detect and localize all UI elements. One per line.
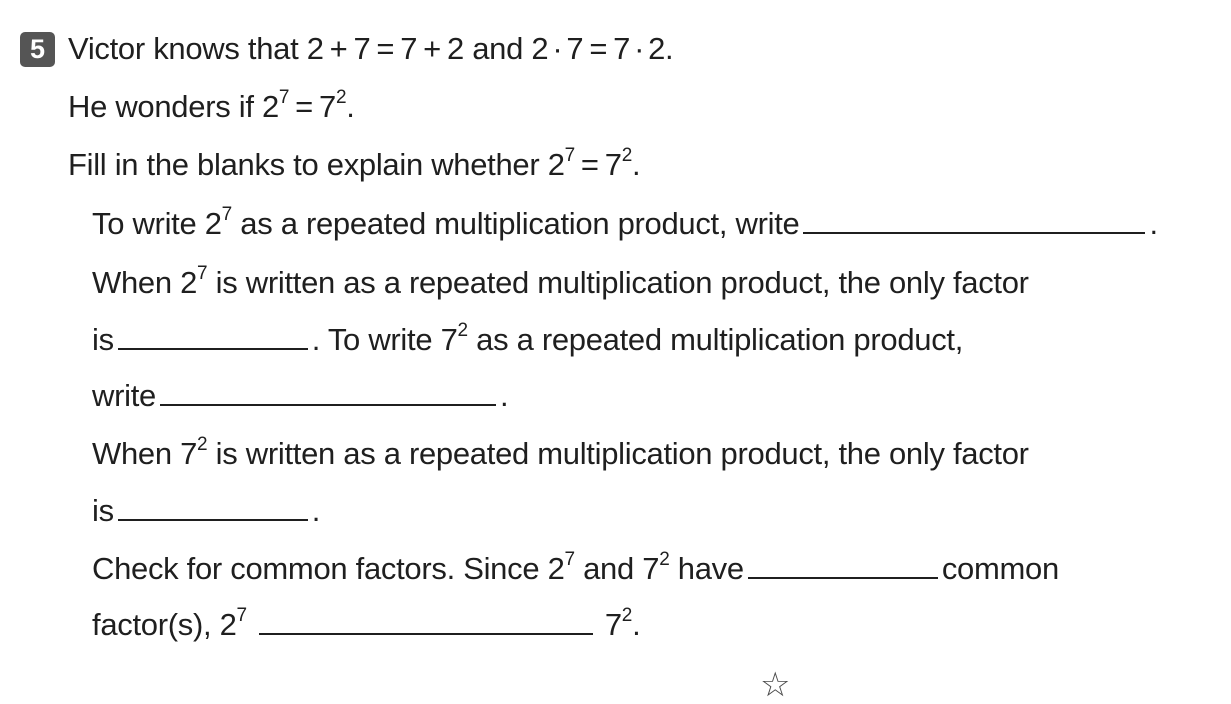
problem-number-badge: 5 — [20, 32, 55, 67]
text-segment: as a repeated multiplication product, — [467, 322, 964, 357]
text-segment: is written as a repeated multiplication product, the only factor — [207, 436, 1029, 471]
exponent: 2 — [621, 604, 633, 626]
text-segment: . — [499, 378, 509, 413]
fill-in-line — [92, 203, 1158, 242]
text-segment: 7 — [613, 31, 631, 66]
equals-sign: = — [589, 31, 608, 66]
instruction-line — [68, 144, 641, 183]
fill-in-line — [92, 262, 1029, 301]
answer-blank[interactable] — [259, 632, 593, 635]
text-segment: factor(s), 2 — [92, 607, 237, 642]
exponent: 7 — [221, 203, 232, 225]
text-segment: 7 — [604, 147, 622, 182]
exponent: 7 — [564, 548, 575, 570]
fill-in-line — [92, 319, 964, 358]
text-segment: Fill in the blanks to explain whether 2 — [68, 147, 565, 182]
text-segment: . — [1149, 206, 1158, 241]
text-segment: 7 — [353, 31, 371, 66]
fill-in-line — [92, 378, 508, 414]
text-segment: . — [631, 147, 641, 182]
equals-sign: = — [580, 147, 599, 182]
text-segment: When 2 — [92, 265, 198, 300]
text-segment: 7 — [566, 31, 584, 66]
text-segment: as a repeated multiplication product, write — [231, 206, 800, 241]
exponent: 7 — [564, 144, 575, 166]
answer-blank[interactable] — [748, 576, 938, 579]
star-icon: ☆ — [760, 666, 791, 704]
text-segment: When 7 — [92, 436, 198, 471]
fill-in-line — [92, 548, 1059, 587]
answer-blank[interactable] — [118, 518, 308, 521]
text-segment: is written as a repeated multiplication product, the only factor — [207, 265, 1029, 300]
multiplication-dot: · — [634, 31, 645, 66]
text-segment: 7 — [604, 607, 622, 642]
fill-in-line — [92, 433, 1029, 472]
text-segment: common — [941, 551, 1059, 586]
text-segment: 2 and 2 — [446, 31, 549, 66]
exponent: 7 — [278, 86, 290, 108]
equals-sign: = — [376, 31, 395, 66]
text-segment: 2. — [648, 31, 674, 66]
answer-blank[interactable] — [803, 231, 1145, 234]
fill-in-line — [92, 493, 320, 529]
fill-in-line — [92, 604, 641, 643]
text-segment: is — [92, 322, 114, 357]
text-segment: 7 — [318, 89, 336, 124]
text-segment: . — [311, 493, 321, 528]
plus-sign: + — [423, 31, 441, 66]
text-segment: and 7 — [574, 551, 660, 586]
answer-blank[interactable] — [160, 403, 496, 406]
text-segment: Victor knows that 2 — [68, 31, 324, 66]
text-segment: is — [92, 493, 114, 528]
plus-sign: + — [329, 31, 348, 66]
text-segment: 7 — [400, 31, 418, 66]
exponent: 2 — [621, 144, 632, 166]
exponent: 2 — [659, 548, 670, 570]
answer-blank[interactable] — [118, 347, 308, 350]
question-line — [68, 86, 355, 125]
exponent: 7 — [197, 262, 208, 284]
text-segment: . — [346, 89, 355, 124]
exponent: 2 — [335, 86, 347, 108]
text-segment: To write 2 — [92, 206, 222, 241]
exponent: 7 — [236, 604, 247, 626]
exponent: 2 — [457, 319, 468, 341]
text-segment: have — [669, 551, 744, 586]
problem-statement-line — [68, 31, 673, 67]
equals-sign: = — [295, 89, 313, 124]
text-segment: He wonders if 2 — [68, 89, 279, 124]
multiplication-dot: · — [552, 31, 563, 66]
text-segment: . To write 7 — [311, 322, 458, 357]
exponent: 2 — [197, 433, 208, 455]
text-segment: write — [92, 378, 156, 413]
text-segment: Check for common factors. Since 2 — [92, 551, 565, 586]
text-segment: . — [632, 607, 641, 642]
